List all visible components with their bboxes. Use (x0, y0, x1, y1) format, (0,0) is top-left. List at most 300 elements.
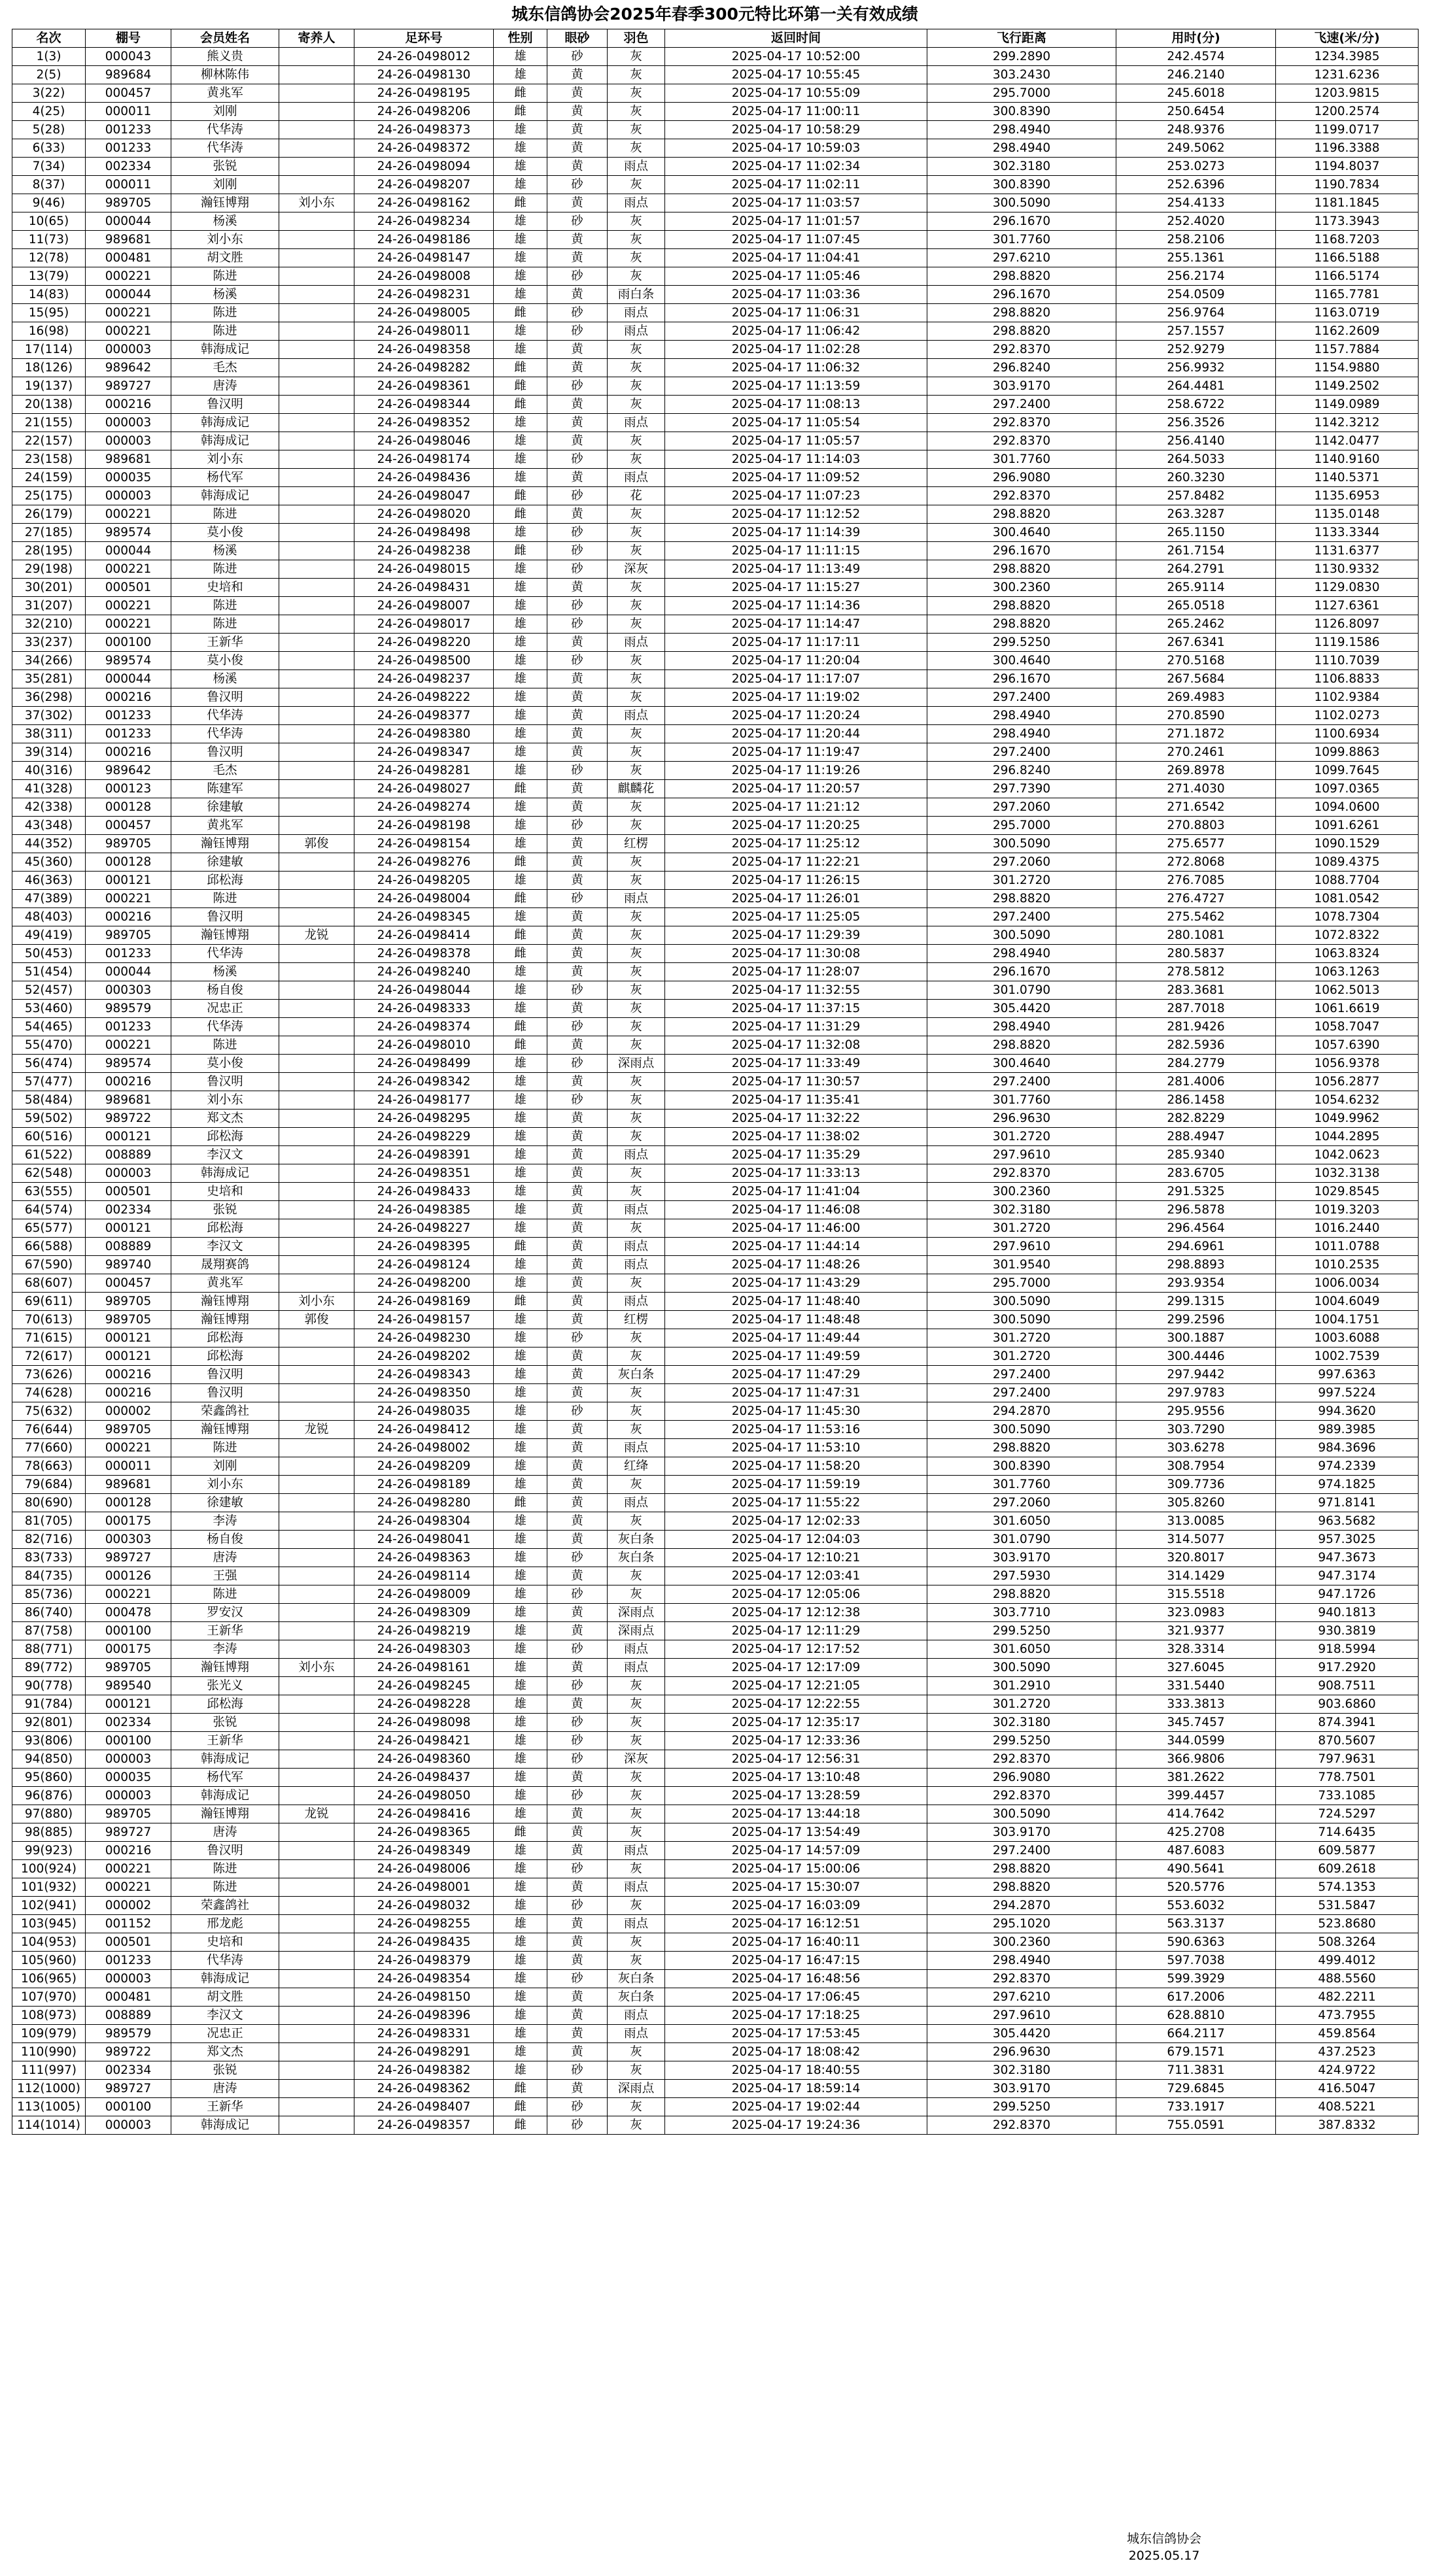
cell-duration: 265.9114 (1116, 579, 1276, 597)
cell-feather-color: 灰 (608, 377, 665, 396)
table-row (12, 1714, 1419, 1732)
cell-sex: 雄 (494, 1732, 547, 1750)
cell-sex: 雌 (494, 377, 547, 396)
cell-return-time: 2025-04-17 11:53:10 (665, 1439, 927, 1457)
cell-feather-color: 雨点 (608, 634, 665, 652)
cell-sex: 雄 (494, 1750, 547, 1769)
cell-distance: 297.2400 (927, 1384, 1116, 1402)
cell-rank: 24(159) (12, 469, 86, 487)
cell-feather-color: 红绛 (608, 1457, 665, 1476)
cell-rank: 75(632) (12, 1402, 86, 1421)
cell-member-name: 韩海成记 (171, 2116, 279, 2135)
cell-member-name: 陈进 (171, 267, 279, 286)
cell-speed: 1194.8037 (1276, 158, 1419, 176)
cell-feather-color: 灰 (608, 1860, 665, 1878)
cell-member-name: 刘刚 (171, 1457, 279, 1476)
cell-return-time: 2025-04-17 11:02:11 (665, 176, 927, 194)
cell-rank: 101(932) (12, 1878, 86, 1897)
cell-loft-id: 989642 (86, 762, 171, 780)
cell-feather-color: 灰 (608, 1677, 665, 1695)
cell-distance: 300.5090 (927, 926, 1116, 945)
cell-member-name: 李涛 (171, 1640, 279, 1659)
cell-loft-id: 000221 (86, 1439, 171, 1457)
cell-foster (279, 432, 354, 450)
cell-speed: 957.3025 (1276, 1531, 1419, 1549)
cell-foster (279, 1787, 354, 1805)
cell-duration: 275.6577 (1116, 835, 1276, 853)
cell-member-name: 鲁汉明 (171, 908, 279, 926)
cell-feather-color: 灰 (608, 1567, 665, 1585)
cell-duration: 729.6845 (1116, 2080, 1276, 2098)
cell-return-time: 2025-04-17 12:56:31 (665, 1750, 927, 1769)
cell-loft-id: 000216 (86, 1842, 171, 1860)
cell-loft-id: 002334 (86, 2061, 171, 2080)
cell-eye: 黄 (547, 1915, 608, 1933)
cell-feather-color: 灰 (608, 853, 665, 872)
cell-distance: 300.5090 (927, 1293, 1116, 1311)
cell-foster (279, 2061, 354, 2080)
cell-rank: 84(735) (12, 1567, 86, 1585)
cell-loft-id: 989727 (86, 377, 171, 396)
cell-eye: 黄 (547, 158, 608, 176)
cell-loft-id: 000100 (86, 2098, 171, 2116)
cell-speed: 1133.3344 (1276, 524, 1419, 542)
cell-sex: 雄 (494, 66, 547, 84)
table-row (12, 1695, 1419, 1714)
cell-duration: 271.4030 (1116, 780, 1276, 798)
cell-eye: 砂 (547, 1897, 608, 1915)
table-row (12, 341, 1419, 359)
cell-return-time: 2025-04-17 11:22:21 (665, 853, 927, 872)
cell-sex: 雄 (494, 981, 547, 1000)
cell-ring-number: 24-26-0498373 (354, 121, 494, 139)
cell-member-name: 韩海成记 (171, 1164, 279, 1183)
cell-duration: 599.3929 (1116, 1970, 1276, 1988)
cell-distance: 300.4640 (927, 524, 1116, 542)
cell-return-time: 2025-04-17 11:53:16 (665, 1421, 927, 1439)
cell-duration: 399.4457 (1116, 1787, 1276, 1805)
cell-speed: 1099.7645 (1276, 762, 1419, 780)
cell-ring-number: 24-26-0498237 (354, 670, 494, 688)
cell-loft-id: 989740 (86, 1256, 171, 1274)
cell-speed: 984.3696 (1276, 1439, 1419, 1457)
cell-foster (279, 1823, 354, 1842)
cell-rank: 40(316) (12, 762, 86, 780)
table-row (12, 963, 1419, 981)
cell-sex: 雄 (494, 432, 547, 450)
cell-eye: 砂 (547, 267, 608, 286)
cell-feather-color: 灰 (608, 1695, 665, 1714)
cell-foster (279, 853, 354, 872)
cell-eye: 黄 (547, 1256, 608, 1274)
cell-member-name: 杨溪 (171, 542, 279, 560)
cell-loft-id: 000216 (86, 743, 171, 762)
cell-member-name: 柳林陈伟 (171, 66, 279, 84)
cell-ring-number: 24-26-0498009 (354, 1585, 494, 1604)
cell-rank: 110(990) (12, 2043, 86, 2061)
cell-feather-color: 灰 (608, 176, 665, 194)
cell-feather-color: 灰 (608, 1091, 665, 1110)
cell-return-time: 2025-04-17 11:00:11 (665, 103, 927, 121)
cell-sex: 雄 (494, 48, 547, 66)
cell-loft-id: 000100 (86, 1622, 171, 1640)
cell-loft-id: 000011 (86, 176, 171, 194)
cell-loft-id: 989574 (86, 524, 171, 542)
cell-speed: 1094.0600 (1276, 798, 1419, 817)
cell-member-name: 郑文杰 (171, 2043, 279, 2061)
cell-rank: 61(522) (12, 1146, 86, 1164)
cell-member-name: 史培和 (171, 579, 279, 597)
cell-distance: 300.2360 (927, 1183, 1116, 1201)
cell-rank: 7(34) (12, 158, 86, 176)
cell-duration: 250.6454 (1116, 103, 1276, 121)
cell-sex: 雄 (494, 341, 547, 359)
cell-foster (279, 1988, 354, 2007)
cell-sex: 雄 (494, 1073, 547, 1091)
cell-rank: 46(363) (12, 872, 86, 890)
cell-rank: 94(850) (12, 1750, 86, 1769)
cell-member-name: 荣鑫鸽社 (171, 1402, 279, 1421)
cell-member-name: 况忠正 (171, 2025, 279, 2043)
cell-distance: 302.3180 (927, 1201, 1116, 1219)
cell-ring-number: 24-26-0498154 (354, 835, 494, 853)
cell-return-time: 2025-04-17 11:11:15 (665, 542, 927, 560)
cell-rank: 91(784) (12, 1695, 86, 1714)
cell-return-time: 2025-04-17 11:38:02 (665, 1128, 927, 1146)
cell-distance: 301.2720 (927, 1128, 1116, 1146)
cell-foster (279, 103, 354, 121)
cell-member-name: 韩海成记 (171, 414, 279, 432)
cell-ring-number: 24-26-0498354 (354, 1970, 494, 1988)
cell-return-time: 2025-04-17 11:17:07 (665, 670, 927, 688)
cell-return-time: 2025-04-17 11:46:00 (665, 1219, 927, 1238)
table-row (12, 597, 1419, 615)
cell-foster (279, 2116, 354, 2135)
cell-return-time: 2025-04-17 11:31:29 (665, 1018, 927, 1036)
cell-ring-number: 24-26-0498027 (354, 780, 494, 798)
cell-distance: 300.4640 (927, 652, 1116, 670)
cell-distance: 298.4940 (927, 121, 1116, 139)
cell-rank: 38(311) (12, 725, 86, 743)
cell-ring-number: 24-26-0498035 (354, 1402, 494, 1421)
cell-eye: 黄 (547, 1622, 608, 1640)
cell-sex: 雄 (494, 963, 547, 981)
cell-distance: 297.2400 (927, 908, 1116, 926)
cell-speed: 947.1726 (1276, 1585, 1419, 1604)
cell-sex: 雄 (494, 908, 547, 926)
cell-foster (279, 1842, 354, 1860)
cell-return-time: 2025-04-17 11:26:15 (665, 872, 927, 890)
cell-eye: 黄 (547, 1769, 608, 1787)
cell-ring-number: 24-26-0498202 (354, 1347, 494, 1366)
table-row (12, 1128, 1419, 1146)
cell-sex: 雄 (494, 286, 547, 304)
cell-sex: 雌 (494, 505, 547, 524)
cell-duration: 679.1571 (1116, 2043, 1276, 2061)
cell-return-time: 2025-04-17 11:35:29 (665, 1146, 927, 1164)
cell-feather-color: 灰 (608, 1933, 665, 1952)
cell-rank: 88(771) (12, 1640, 86, 1659)
cell-distance: 296.9080 (927, 469, 1116, 487)
table-row (12, 1201, 1419, 1219)
cell-duration: 254.4133 (1116, 194, 1276, 212)
cell-eye: 黄 (547, 469, 608, 487)
cell-loft-id: 000044 (86, 286, 171, 304)
table-row (12, 1787, 1419, 1805)
cell-foster (279, 1677, 354, 1695)
cell-return-time: 2025-04-17 11:49:44 (665, 1329, 927, 1347)
cell-rank: 86(740) (12, 1604, 86, 1622)
cell-distance: 300.8390 (927, 176, 1116, 194)
cell-speed: 1234.3985 (1276, 48, 1419, 66)
cell-sex: 雄 (494, 1842, 547, 1860)
table-row (12, 1293, 1419, 1311)
cell-foster (279, 1769, 354, 1787)
cell-foster (279, 2007, 354, 2025)
cell-duration: 242.4574 (1116, 48, 1276, 66)
cell-sex: 雄 (494, 2043, 547, 2061)
cell-duration: 280.5837 (1116, 945, 1276, 963)
cell-rank: 32(210) (12, 615, 86, 634)
cell-duration: 293.9354 (1116, 1274, 1276, 1293)
cell-return-time: 2025-04-17 11:32:22 (665, 1110, 927, 1128)
cell-loft-id: 000121 (86, 1219, 171, 1238)
cell-loft-id: 000128 (86, 853, 171, 872)
cell-speed: 1099.8863 (1276, 743, 1419, 762)
cell-ring-number: 24-26-0498186 (354, 231, 494, 249)
cell-sex: 雄 (494, 1201, 547, 1219)
cell-loft-id: 000221 (86, 505, 171, 524)
cell-distance: 301.2720 (927, 1219, 1116, 1238)
cell-loft-id: 000221 (86, 1585, 171, 1604)
cell-ring-number: 24-26-0498255 (354, 1915, 494, 1933)
cell-return-time: 2025-04-17 11:03:36 (665, 286, 927, 304)
cell-rank: 71(615) (12, 1329, 86, 1347)
cell-speed: 1110.7039 (1276, 652, 1419, 670)
cell-rank: 58(484) (12, 1091, 86, 1110)
cell-loft-id: 000121 (86, 1347, 171, 1366)
cell-loft-id: 001233 (86, 707, 171, 725)
table-row (12, 1659, 1419, 1677)
cell-member-name: 毛杰 (171, 762, 279, 780)
cell-rank: 9(46) (12, 194, 86, 212)
cell-duration: 520.5776 (1116, 1878, 1276, 1897)
cell-speed: 714.6435 (1276, 1823, 1419, 1842)
cell-ring-number: 24-26-0498342 (354, 1073, 494, 1091)
cell-member-name: 郑文杰 (171, 1110, 279, 1128)
cell-distance: 303.7710 (927, 1604, 1116, 1622)
cell-loft-id: 000011 (86, 1457, 171, 1476)
cell-return-time: 2025-04-17 11:03:57 (665, 194, 927, 212)
cell-distance: 297.2060 (927, 798, 1116, 817)
cell-rank: 68(607) (12, 1274, 86, 1293)
cell-distance: 295.7000 (927, 84, 1116, 103)
cell-distance: 300.8390 (927, 103, 1116, 121)
cell-distance: 305.4420 (927, 2025, 1116, 2043)
cell-sex: 雄 (494, 1512, 547, 1531)
cell-feather-color: 灰白条 (608, 1531, 665, 1549)
cell-foster (279, 304, 354, 322)
cell-eye: 砂 (547, 2098, 608, 2116)
cell-loft-id: 989705 (86, 1805, 171, 1823)
table-row (12, 377, 1419, 396)
cell-distance: 296.8240 (927, 359, 1116, 377)
cell-duration: 300.1887 (1116, 1329, 1276, 1347)
cell-speed: 574.1353 (1276, 1878, 1419, 1897)
cell-duration: 733.1917 (1116, 2098, 1276, 2116)
table-row (12, 487, 1419, 505)
cell-speed: 1002.7539 (1276, 1347, 1419, 1366)
cell-distance: 297.9610 (927, 1238, 1116, 1256)
table-row (12, 1915, 1419, 1933)
cell-ring-number: 24-26-0498010 (354, 1036, 494, 1055)
cell-loft-id: 000221 (86, 1878, 171, 1897)
table-row (12, 469, 1419, 487)
cell-loft-id: 989642 (86, 359, 171, 377)
cell-ring-number: 24-26-0498431 (354, 579, 494, 597)
cell-feather-color: 灰 (608, 139, 665, 158)
cell-member-name: 韩海成记 (171, 487, 279, 505)
cell-duration: 281.4006 (1116, 1073, 1276, 1091)
cell-member-name: 史培和 (171, 1933, 279, 1952)
cell-distance: 298.8820 (927, 1036, 1116, 1055)
cell-ring-number: 24-26-0498357 (354, 2116, 494, 2135)
cell-return-time: 2025-04-17 16:47:15 (665, 1952, 927, 1970)
cell-sex: 雌 (494, 487, 547, 505)
cell-duration: 256.3526 (1116, 414, 1276, 432)
cell-return-time: 2025-04-17 16:03:09 (665, 1897, 927, 1915)
cell-foster (279, 1457, 354, 1476)
cell-return-time: 2025-04-17 11:20:04 (665, 652, 927, 670)
cell-speed: 940.1813 (1276, 1604, 1419, 1622)
cell-feather-color: 雨点 (608, 890, 665, 908)
table-row (12, 1274, 1419, 1293)
cell-distance: 292.8370 (927, 2116, 1116, 2135)
cell-foster (279, 1878, 354, 1897)
cell-eye: 砂 (547, 2116, 608, 2135)
cell-speed: 1149.0989 (1276, 396, 1419, 414)
cell-ring-number: 24-26-0498436 (354, 469, 494, 487)
cell-foster (279, 1055, 354, 1073)
cell-rank: 28(195) (12, 542, 86, 560)
cell-feather-color: 灰 (608, 615, 665, 634)
cell-return-time: 2025-04-17 12:17:52 (665, 1640, 927, 1659)
cell-member-name: 瀚钰博翔 (171, 1293, 279, 1311)
table-row (12, 1897, 1419, 1915)
cell-duration: 295.9556 (1116, 1402, 1276, 1421)
cell-ring-number: 24-26-0498304 (354, 1512, 494, 1531)
cell-rank: 107(970) (12, 1988, 86, 2007)
cell-rank: 8(37) (12, 176, 86, 194)
cell-speed: 1058.7047 (1276, 1018, 1419, 1036)
cell-duration: 249.5062 (1116, 139, 1276, 158)
cell-member-name: 陈进 (171, 1860, 279, 1878)
cell-ring-number: 24-26-0498195 (354, 84, 494, 103)
cell-distance: 302.3180 (927, 158, 1116, 176)
cell-speed: 1190.7834 (1276, 176, 1419, 194)
cell-foster (279, 1970, 354, 1988)
cell-loft-id: 008889 (86, 1238, 171, 1256)
cell-ring-number: 24-26-0498169 (354, 1293, 494, 1311)
cell-distance: 297.2400 (927, 396, 1116, 414)
cell-duration: 283.3681 (1116, 981, 1276, 1000)
cell-speed: 1078.7304 (1276, 908, 1419, 926)
table-row (12, 1347, 1419, 1366)
cell-sex: 雄 (494, 1457, 547, 1476)
cell-distance: 295.7000 (927, 1274, 1116, 1293)
cell-foster (279, 1952, 354, 1970)
cell-duration: 294.6961 (1116, 1238, 1276, 1256)
cell-speed: 1056.2877 (1276, 1073, 1419, 1091)
cell-eye: 黄 (547, 1604, 608, 1622)
cell-ring-number: 24-26-0498412 (354, 1421, 494, 1439)
cell-speed: 1004.6049 (1276, 1293, 1419, 1311)
cell-distance: 300.5090 (927, 835, 1116, 853)
cell-eye: 黄 (547, 1347, 608, 1366)
cell-foster (279, 1128, 354, 1146)
cell-distance: 296.8240 (927, 762, 1116, 780)
cell-rank: 98(885) (12, 1823, 86, 1842)
cell-member-name: 胡文胜 (171, 1988, 279, 2007)
cell-member-name: 代华涛 (171, 1018, 279, 1036)
cell-foster (279, 396, 354, 414)
cell-eye: 黄 (547, 1439, 608, 1457)
cell-distance: 303.9170 (927, 1549, 1116, 1567)
cell-feather-color: 灰 (608, 84, 665, 103)
cell-loft-id: 001233 (86, 121, 171, 139)
cell-speed: 1102.9384 (1276, 688, 1419, 707)
cell-return-time: 2025-04-17 12:11:29 (665, 1622, 927, 1640)
cell-sex: 雄 (494, 1878, 547, 1897)
cell-duration: 264.4481 (1116, 377, 1276, 396)
cell-duration: 331.5440 (1116, 1677, 1276, 1695)
cell-ring-number: 24-26-0498047 (354, 487, 494, 505)
cell-distance: 297.2400 (927, 1073, 1116, 1091)
cell-speed: 930.3819 (1276, 1622, 1419, 1640)
cell-ring-number: 24-26-0498219 (354, 1622, 494, 1640)
cell-distance: 297.2060 (927, 1494, 1116, 1512)
cell-loft-id: 000121 (86, 1695, 171, 1714)
results-sheet (12, 0, 1418, 2135)
cell-rank: 19(137) (12, 377, 86, 396)
cell-distance: 300.5090 (927, 1659, 1116, 1677)
cell-foster (279, 908, 354, 926)
cell-sex: 雌 (494, 1036, 547, 1055)
cell-feather-color: 灰 (608, 341, 665, 359)
cell-sex: 雄 (494, 1256, 547, 1274)
cell-speed: 531.5847 (1276, 1897, 1419, 1915)
cell-foster (279, 1366, 354, 1384)
cell-sex: 雄 (494, 2007, 547, 2025)
cell-eye: 砂 (547, 487, 608, 505)
cell-duration: 297.9783 (1116, 1384, 1276, 1402)
cell-sex: 雄 (494, 1988, 547, 2007)
cell-feather-color: 灰 (608, 579, 665, 597)
cell-eye: 黄 (547, 1695, 608, 1714)
cell-speed: 974.2339 (1276, 1457, 1419, 1476)
cell-return-time: 2025-04-17 10:58:29 (665, 121, 927, 139)
cell-loft-id: 000221 (86, 1036, 171, 1055)
table-row (12, 908, 1419, 926)
cell-ring-number: 24-26-0498189 (354, 1476, 494, 1494)
cell-distance: 303.2430 (927, 66, 1116, 84)
cell-distance: 295.1020 (927, 1915, 1116, 1933)
cell-member-name: 瀚钰博翔 (171, 1421, 279, 1439)
cell-return-time: 2025-04-17 11:05:57 (665, 432, 927, 450)
cell-duration: 270.5168 (1116, 652, 1276, 670)
cell-speed: 1166.5188 (1276, 249, 1419, 267)
cell-sex: 雄 (494, 1805, 547, 1823)
